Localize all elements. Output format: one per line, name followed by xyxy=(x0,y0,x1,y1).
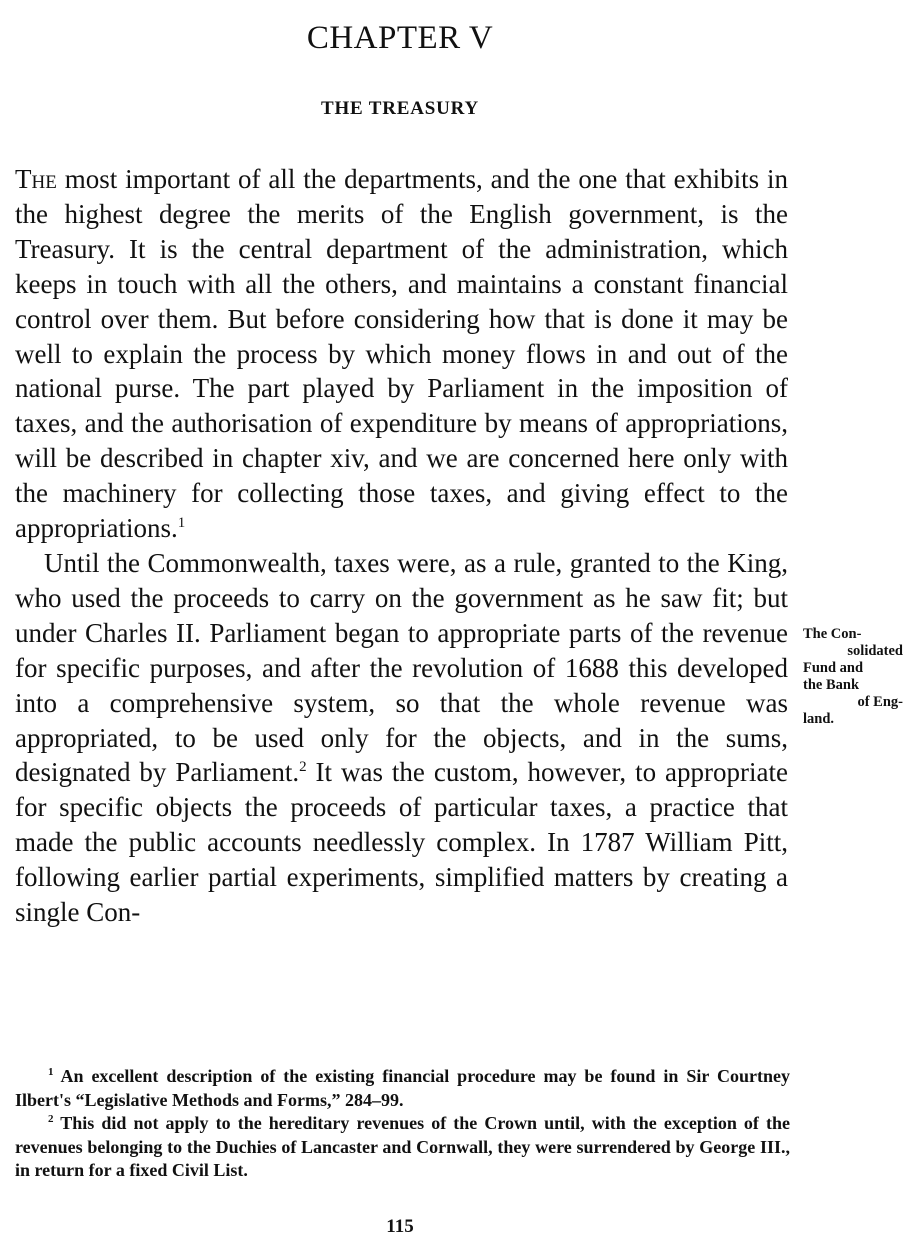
margin-note-line: Fund and xyxy=(803,660,864,676)
chapter-heading: CHAPTER V xyxy=(306,20,494,56)
page-number: 115 xyxy=(386,1216,414,1237)
margin-note-line: of Eng- xyxy=(857,694,903,710)
footnote-1-mark: 1 xyxy=(48,1066,54,1078)
paragraph-1-text: most important of all the departments, and the one that exhibits in the highest degree the merits of the English government, is the Treasury. It is the central department of the administration, which keeps in touch with all the others, and maintains a constant financial control over them. But before considering how that is done it may be well to explain the process by which money flows in and out of the national purse. The part played by Parliament in the imposition of taxes, and the authorisation of expenditure by means of appropriations, will be described in chapter xiv, and we are concerned here only with the machinery for collecting those taxes, and giving effect to the appropriations. xyxy=(15,164,788,544)
footnote-ref-1: 1 xyxy=(177,515,186,532)
footnote-ref-2: 2 xyxy=(299,759,307,776)
paragraph-2-text-a: Until the Commonwealth, taxes were, as a rule, granted to the King, who used the proceeds to carry on the government as he saw fit; but under Charles II. Parliament began to appropriate parts of the revenue for specific purposes, and after the revolution of 1688 this developed into a comprehensive system, so that the whole revenue was appropriated, to be used only for the objects, and in the sums, designated by Parliament. xyxy=(15,547,788,788)
paragraph-1 xyxy=(15,162,788,546)
footnote-2-mark: 2 xyxy=(48,1113,54,1125)
footnote-1-text: An excellent description of the existing financial procedure may be found in Sir Courtney Ilbert's “Legislative Methods and Forms,” 284–99. xyxy=(15,1066,790,1110)
paragraph-2-text-b: It was the custom, however, to appropriate for specific objects the proceeds of particular taxes, a practice that made the public accounts needlessly complex. In 1787 William Pitt, following earlier partial experiments, simplified matters by creating a single Con- xyxy=(15,757,788,928)
margin-note-line: the Bank xyxy=(803,677,860,693)
margin-note xyxy=(803,626,903,728)
footnotes xyxy=(15,1065,790,1183)
paragraph-2 xyxy=(15,546,788,930)
section-heading: THE TREASURY xyxy=(321,98,479,119)
footnote-1 xyxy=(15,1065,790,1112)
margin-note-line: land. xyxy=(803,711,835,727)
body-text xyxy=(15,162,788,930)
footnote-2-text: This did not apply to the hereditary revenues of the Crown until, with the exception of the revenues belonging to the Duchies of Lancaster and Cornwall, they were surrendered by George III., in return for a fixed Civil List. xyxy=(15,1113,790,1180)
margin-note-line: solidated xyxy=(847,643,903,659)
margin-note-line: The Con- xyxy=(803,626,862,642)
paragraph-1-lead-word: The xyxy=(15,164,57,194)
footnote-2 xyxy=(15,1112,790,1183)
